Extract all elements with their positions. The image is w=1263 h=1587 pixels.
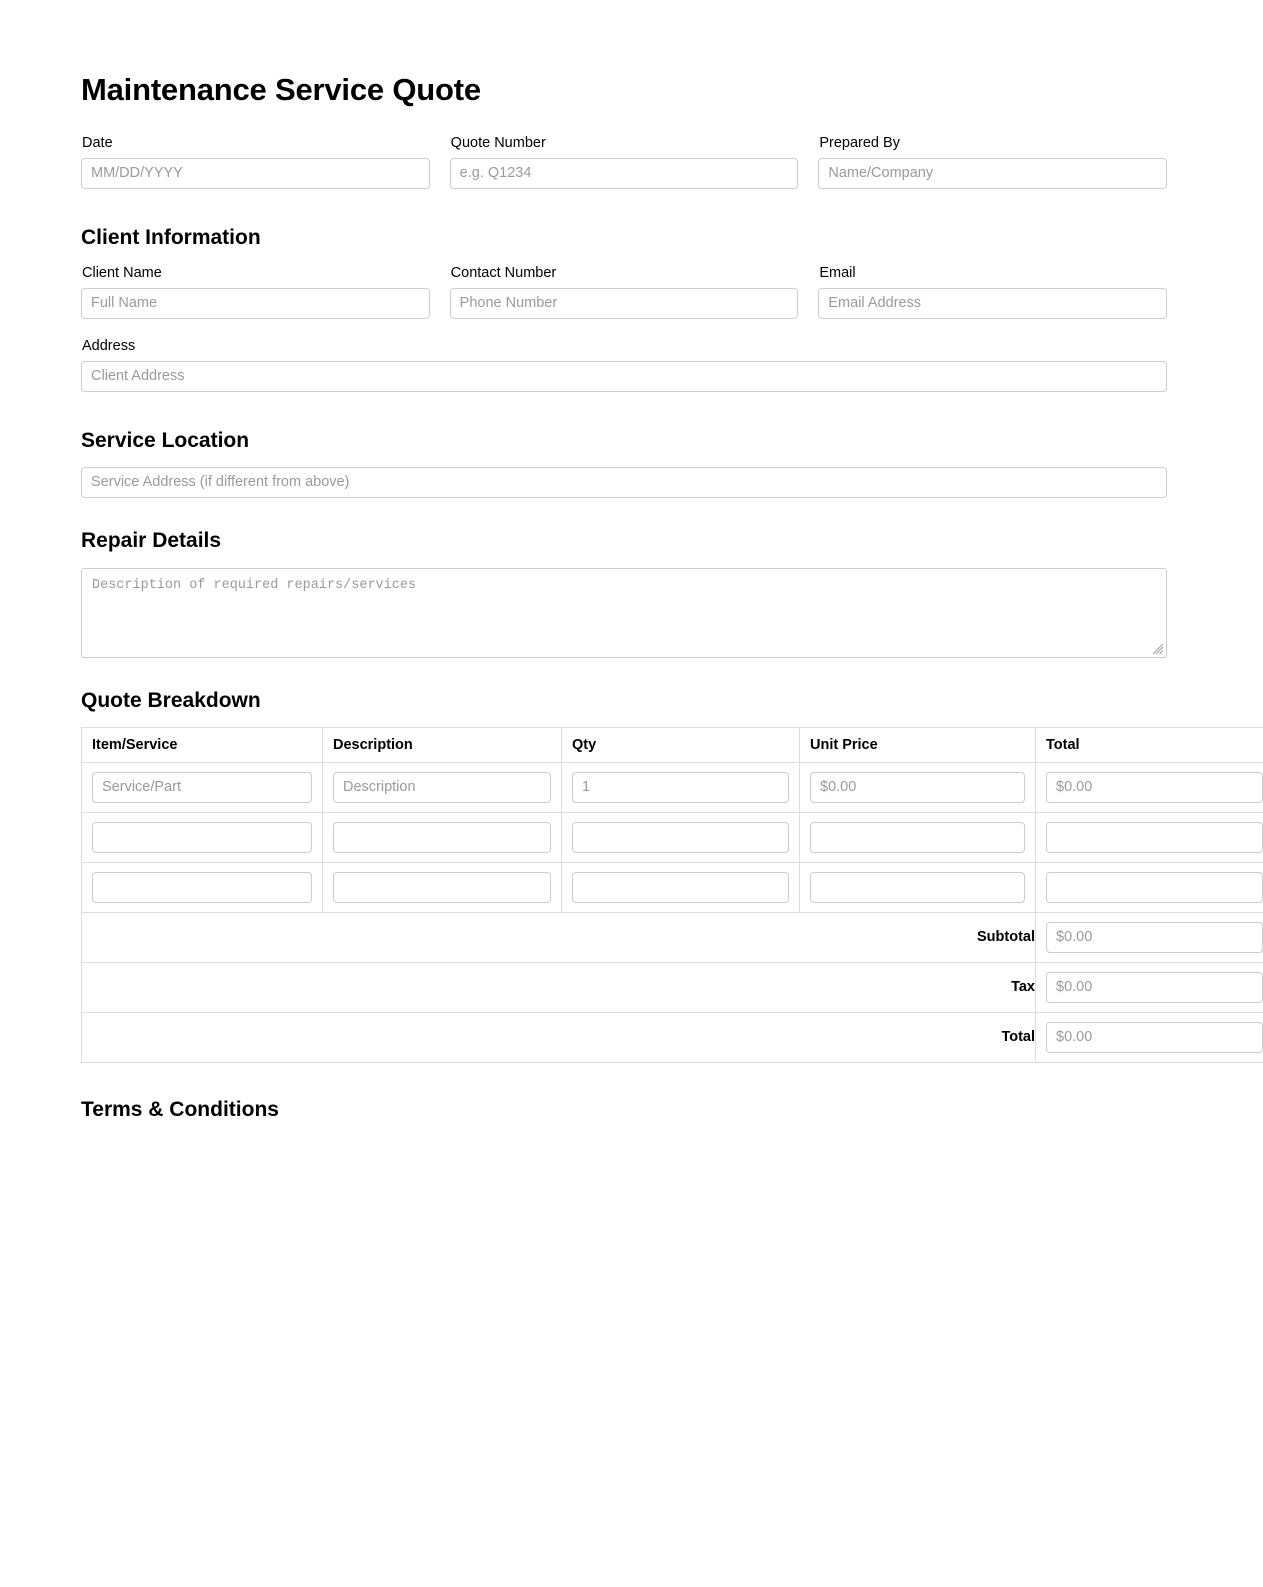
- client-information-heading: Client Information: [81, 225, 261, 249]
- email-placeholder: Email Address: [828, 295, 922, 312]
- line-item-cell-qty: [562, 862, 800, 912]
- contact-number-placeholder: Phone Number: [459, 295, 558, 312]
- total-row: [82, 1012, 1263, 1062]
- prepared-by-placeholder: Name/Company: [828, 164, 934, 181]
- quote-breakdown-table-body: [82, 762, 1263, 1062]
- contact-number-field-group: [450, 264, 799, 319]
- total-label: Total: [82, 1012, 1036, 1062]
- line-item-cell-qty: [562, 812, 800, 862]
- subtotal-row: [82, 912, 1263, 962]
- column-header-unit-price: Unit Price: [800, 727, 1036, 762]
- column-header-qty: Qty: [562, 727, 800, 762]
- line-item-placeholder-qty-1: 1: [582, 778, 591, 795]
- tax-row: [82, 962, 1263, 1012]
- client-name-placeholder: Full Name: [91, 295, 158, 312]
- client-information-fields-row: [81, 264, 1167, 319]
- line-item-cell-item: [82, 812, 323, 862]
- line-item-cell-total: [1036, 762, 1263, 812]
- quote-number-field-group: [450, 134, 799, 189]
- line-item-cell-unit-price: [800, 862, 1036, 912]
- contact-number-label: Contact Number: [450, 264, 557, 281]
- column-header-description: Description: [323, 727, 562, 762]
- email-input[interactable]: [818, 288, 1167, 319]
- line-item-input-total-2[interactable]: [1046, 822, 1263, 853]
- tax-placeholder: $0.00: [1056, 978, 1093, 995]
- line-item-cell-description: [323, 812, 562, 862]
- tax-cell: [1036, 962, 1263, 1012]
- line-item-placeholder-item-1: Service/Part: [102, 778, 181, 795]
- table-row: [82, 812, 1263, 862]
- line-item-input-total-1[interactable]: [1046, 772, 1263, 803]
- line-item-input-description-1[interactable]: [333, 772, 551, 803]
- table-header-row: [82, 727, 1263, 762]
- line-item-cell-total: [1036, 862, 1263, 912]
- tax-label: Tax: [82, 962, 1036, 1012]
- client-information-section: [81, 225, 1167, 392]
- client-name-label: Client Name: [82, 264, 162, 281]
- quote-breakdown-table: [81, 727, 1263, 1063]
- total-input[interactable]: [1046, 1022, 1263, 1053]
- line-item-input-qty-2[interactable]: [572, 822, 789, 853]
- line-item-input-unit-price-2[interactable]: [810, 822, 1025, 853]
- subtotal-cell: [1036, 912, 1263, 962]
- contact-number-input[interactable]: [450, 288, 799, 319]
- total-placeholder: $0.00: [1056, 1028, 1093, 1045]
- prepared-by-field-group: [818, 134, 1167, 189]
- line-item-input-item-2[interactable]: [92, 822, 312, 853]
- address-placeholder: Client Address: [91, 368, 185, 385]
- quote-number-input[interactable]: [450, 158, 799, 189]
- line-item-cell-unit-price: [800, 762, 1036, 812]
- service-location-heading: Service Location: [81, 429, 250, 453]
- table-row: [82, 762, 1263, 812]
- repair-details-section: [81, 528, 1167, 657]
- quote-header-fields-row: [81, 134, 1167, 189]
- client-name-input[interactable]: [81, 288, 430, 319]
- resize-handle-icon[interactable]: [1152, 643, 1164, 655]
- service-location-section: [81, 428, 1167, 498]
- line-item-cell-qty: [562, 762, 800, 812]
- address-label: Address: [82, 338, 136, 355]
- prepared-by-input[interactable]: [818, 158, 1167, 189]
- quote-breakdown-table-head: [82, 727, 1263, 762]
- quote-number-label: Quote Number: [450, 134, 546, 151]
- line-item-cell-item: [82, 862, 323, 912]
- line-item-placeholder-unit-price-1: $0.00: [820, 778, 857, 795]
- line-item-cell-unit-price: [800, 812, 1036, 862]
- line-item-input-description-3[interactable]: [333, 872, 551, 903]
- date-label: Date: [82, 134, 113, 151]
- line-item-input-description-2[interactable]: [333, 822, 551, 853]
- line-item-input-unit-price-3[interactable]: [810, 872, 1025, 903]
- quote-number-placeholder: e.g. Q1234: [459, 164, 532, 181]
- line-item-cell-total: [1036, 812, 1263, 862]
- line-item-input-item-1[interactable]: [92, 772, 312, 803]
- service-location-input[interactable]: [81, 467, 1167, 498]
- column-header-item-service: Item/Service: [82, 727, 323, 762]
- date-input[interactable]: [81, 158, 430, 189]
- prepared-by-label: Prepared By: [819, 134, 900, 151]
- service-location-placeholder: Service Address (if different from above): [91, 474, 350, 491]
- date-field-group: [81, 134, 430, 189]
- subtotal-input[interactable]: [1046, 922, 1263, 953]
- repair-details-placeholder: Description of required repairs/services: [92, 577, 417, 593]
- table-row: [82, 862, 1263, 912]
- line-item-input-item-3[interactable]: [92, 872, 312, 903]
- quote-breakdown-section: [81, 688, 1167, 1063]
- email-field-group: [818, 264, 1167, 319]
- client-name-field-group: [81, 264, 430, 319]
- line-item-input-unit-price-1[interactable]: [810, 772, 1025, 803]
- repair-details-textarea[interactable]: [81, 568, 1167, 658]
- tax-input[interactable]: [1046, 972, 1263, 1003]
- email-label: Email: [819, 264, 856, 281]
- date-placeholder: MM/DD/YYYY: [91, 164, 183, 181]
- address-input[interactable]: [81, 361, 1167, 392]
- address-field-group: [81, 337, 1167, 392]
- line-item-cell-description: [323, 862, 562, 912]
- line-item-placeholder-total-1: $0.00: [1056, 778, 1093, 795]
- page-title: Maintenance Service Quote: [81, 72, 481, 107]
- terms-and-conditions-heading: Terms & Conditions: [81, 1097, 279, 1121]
- quote-breakdown-heading: Quote Breakdown: [81, 688, 261, 712]
- line-item-input-qty-3[interactable]: [572, 872, 789, 903]
- line-item-cell-item: [82, 762, 323, 812]
- repair-details-heading: Repair Details: [81, 529, 222, 553]
- line-item-input-total-3[interactable]: [1046, 872, 1263, 903]
- subtotal-label: Subtotal: [82, 912, 1036, 962]
- total-cell: [1036, 1012, 1263, 1062]
- line-item-input-qty-1[interactable]: [572, 772, 789, 803]
- column-header-total: Total: [1036, 727, 1263, 762]
- line-item-placeholder-description-1: Description: [343, 778, 416, 795]
- terms-and-conditions-section: [81, 1097, 1167, 1122]
- line-item-cell-description: [323, 762, 562, 812]
- subtotal-placeholder: $0.00: [1056, 928, 1093, 945]
